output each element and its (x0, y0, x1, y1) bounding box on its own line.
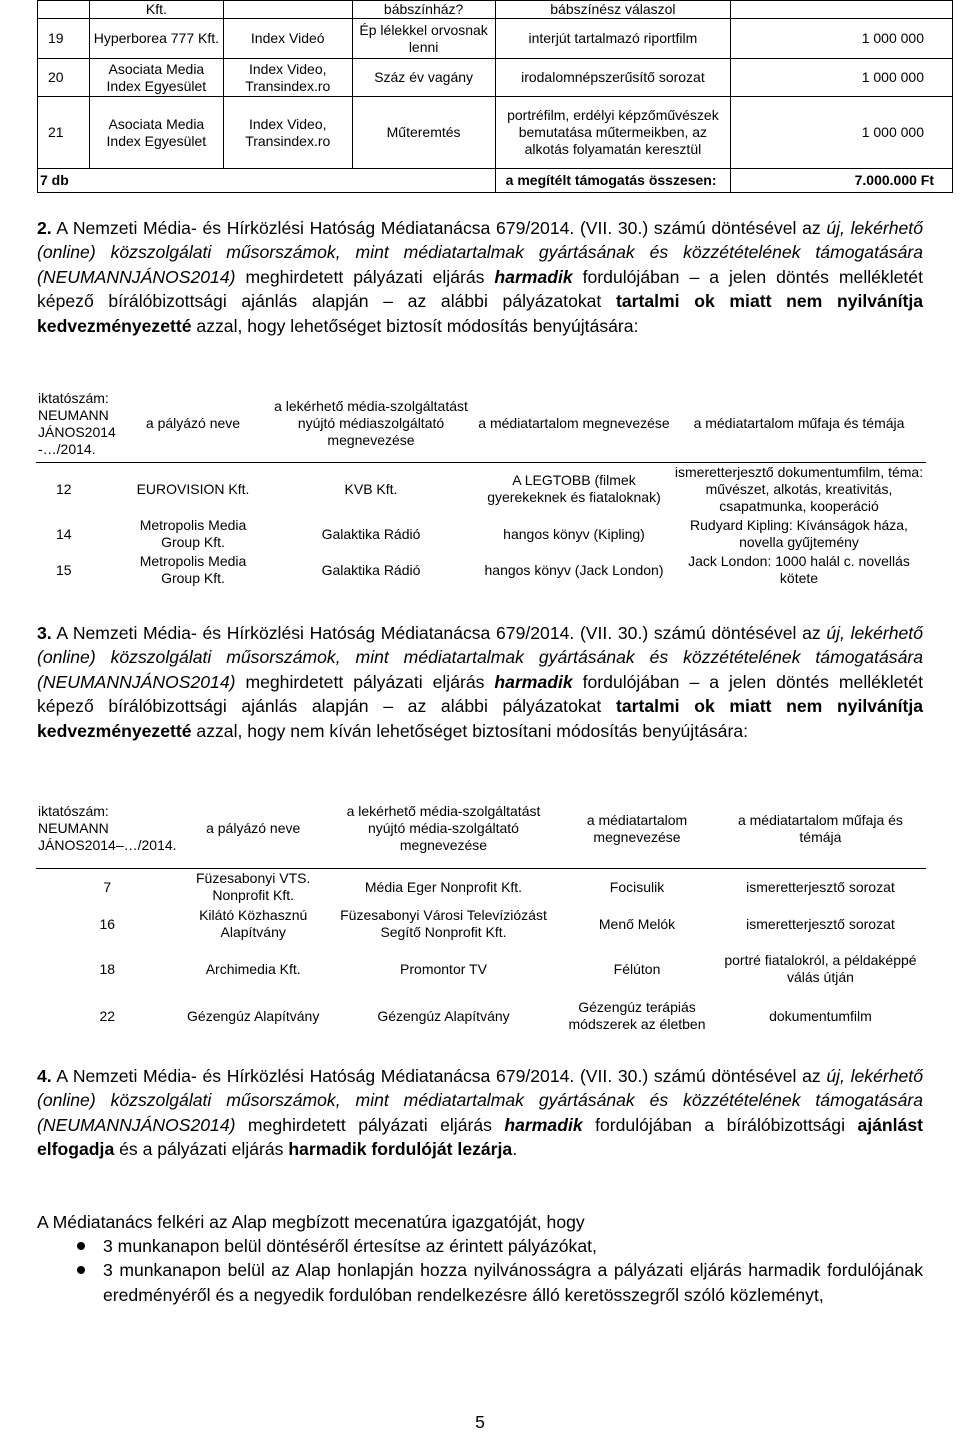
applicant-cell: Füzesabonyi VTS. Nonprofit Kft. (195, 870, 311, 904)
genre-cell: interjút tartalmazó riportfilm (495, 19, 731, 59)
table-row (36, 552, 926, 588)
genre-cell: ismeretterjesztő sorozat (746, 878, 895, 895)
genre-cell: ismeretterjesztő dokumentumfilm, téma: művészet, alkotás, kreativitás, csapatmunka, kooperáció (674, 463, 924, 514)
provider-cell: Galaktika Rádió (321, 561, 421, 578)
applicant-cell: Archimedia Kft. (205, 960, 301, 977)
supported-applications-table (37, 0, 953, 193)
applicant-cell: Hyperborea 777 Kft. (89, 19, 223, 59)
table-row (36, 868, 926, 906)
title-cell: Gézengúz terápiás módszerek az életben (568, 999, 706, 1032)
row-number: 14 (56, 525, 72, 542)
row-number: 22 (99, 1007, 116, 1024)
column-header: iktatószám: NEUMANN JÁNOS2014–…/2014. (36, 790, 179, 868)
table-row (36, 942, 926, 996)
section-number: 3. (37, 623, 52, 643)
provider-cell: Média Eger Nonprofit Kft. (364, 878, 523, 895)
modifiable-applications-table (36, 386, 926, 588)
table-row (38, 97, 953, 169)
title-cell: Műteremtés (352, 97, 495, 169)
summary-count: 7 db (40, 172, 69, 188)
page-number: 5 (475, 1412, 485, 1432)
provider-cell: Index Videó (223, 19, 352, 59)
column-header: a lekérhető média-szolgáltatást nyújtó médiaszolgáltató megnevezése (266, 386, 476, 462)
title-cell: A LEGTOBB (filmek gyerekeknek és fiataloknak) (487, 472, 661, 506)
title-cell: Ép lélekkel orvosnak lenni (352, 19, 495, 59)
applicant-cell: Kft. (89, 1, 223, 19)
applicant-cell: Asociata Media Index Egyesület (89, 59, 223, 97)
genre-cell: portréfilm, erdélyi képzőművészek bemutatása műtermeikben, az alkotás folyamatán keresztül (495, 97, 731, 169)
column-header: a médiatartalom megnevezése (476, 386, 672, 462)
column-header: a médiatartalom műfaja és témája (672, 386, 926, 462)
amount-cell: 1 000 000 (731, 19, 953, 59)
rejected-applications-table (36, 790, 926, 1036)
applicant-cell: EUROVISION Kft. (136, 480, 250, 497)
genre-cell: ismeretterjesztő sorozat (746, 915, 895, 932)
row-number: 16 (99, 915, 116, 932)
table-row (36, 516, 926, 552)
title-cell: Menő Melók (598, 915, 676, 932)
section-number: 4. (37, 1066, 52, 1086)
closing-bullet-list (37, 1234, 923, 1307)
bullet-icon (77, 1242, 85, 1250)
summary-label: a megítélt támogatás összesen: (505, 172, 717, 188)
section-3-paragraph: 3. A Nemzeti Média- és Hírközlési Hatóság Médiatanácsa 679/2014. (VII. 30.) számú döntésével az új, lekérhető (online) közszolgálati műsorszámok, mint médiatartalmak gyártásának és közzétételének támogatására (NEUMANNJÁNOS2014) meghirdetett pályázati eljárás harmadik fordulójában – a jelen döntés mellékletét képező bírálóbizottsági ajánlás alapján – az alábbi pályázatokat tartalmi ok miatt nem nyilvánítja kedvezményezetté azzal, hogy nem kíván lehetőséget biztosítani módosítás benyújtására: (37, 623, 923, 741)
section-number: 2. (37, 218, 52, 238)
applicant-cell: Kilátó Közhasznú Alapítvány (199, 907, 308, 940)
applicant-cell: Asociata Media Index Egyesület (89, 97, 223, 169)
table-header-row (36, 386, 926, 462)
column-header: a lekérhető média-szolgáltatást nyújtó média-szolgáltató megnevezése (328, 790, 559, 868)
row-number: 15 (56, 561, 72, 578)
provider-cell: Index Video, Transindex.ro (223, 59, 352, 97)
closing-intro: A Médiatanács felkéri az Alap megbízott mecenatúra igazgatóját, hogy (37, 1212, 585, 1232)
table-row (36, 462, 926, 516)
provider-cell: Füzesabonyi Városi Televíziózást Segítő Nonprofit Kft. (340, 907, 547, 940)
summary-row (38, 169, 953, 193)
table-row (38, 19, 953, 59)
row-number: 12 (56, 480, 72, 497)
provider-cell: Promontor TV (400, 960, 487, 977)
row-number: 18 (99, 960, 116, 977)
table-row (36, 906, 926, 942)
applicant-cell: Metropolis Media Group Kft. (139, 517, 247, 550)
summary-total: 7.000.000 Ft (731, 169, 953, 193)
genre-cell: portré fiatalokról, a példaképpé válás útján (724, 952, 917, 985)
provider-cell: Gézengúz Alapítvány (377, 1007, 510, 1024)
row-number: 7 (103, 878, 112, 895)
table-row (38, 1, 953, 19)
section-4-paragraph: 4. A Nemzeti Média- és Hírközlési Hatóság Médiatanácsa 679/2014. (VII. 30.) számú döntésével az új, lekérhető (online) közszolgálati műsorszámok, mint médiatartalmak gyártásának és közzétételének támogatására (NEUMANNJÁNOS2014) meghirdetett pályázati eljárás harmadik fordulójában a bírálóbizottsági ajánlást elfogadja és a pályázati eljárás harmadik fordulóját lezárja. (37, 1066, 923, 1160)
genre-cell: Rudyard Kipling: Kívánságok háza, novella gyűjtemény (690, 517, 908, 550)
title-cell: Félúton (613, 960, 661, 977)
row-number: 19 (38, 19, 90, 59)
row-number: 21 (38, 97, 90, 169)
table-row (38, 59, 953, 97)
title-cell: hangos könyv (Kipling) (503, 525, 645, 542)
provider-cell: Index Video, Transindex.ro (223, 97, 352, 169)
title-cell: Száz év vagány (352, 59, 495, 97)
column-header: a pályázó neve (120, 386, 266, 462)
bullet-icon (77, 1266, 85, 1274)
list-item: 3 munkanapon belül döntéséről értesítse az érintett pályázókat, (37, 1234, 923, 1258)
table-row (36, 996, 926, 1036)
column-header: a médiatartalom megnevezése (559, 790, 715, 868)
title-cell: Focisulik (609, 878, 665, 895)
row-number: 20 (38, 59, 90, 97)
genre-cell: bábszínész válaszol (495, 1, 731, 19)
section-2-paragraph: 2. A Nemzeti Média- és Hírközlési Hatóság Médiatanácsa 679/2014. (VII. 30.) számú döntésével az új, lekérhető (online) közszolgálati műsorszámok, mint médiatartalmak gyártásának és közzétételének támogatására (NEUMANNJÁNOS2014) meghirdetett pályázati eljárás harmadik fordulójában – a jelen döntés mellékletét képező bírálóbizottsági ajánlás alapján – az alábbi pályázatokat tartalmi ok miatt nem nyilvánítja kedvezményezetté azzal, hogy lehetőséget biztosít módosítás benyújtására: (37, 218, 923, 336)
amount-cell: 1 000 000 (731, 97, 953, 169)
applicant-cell: Gézengúz Alapítvány (187, 1007, 320, 1024)
title-cell: hangos könyv (Jack London) (484, 561, 664, 578)
column-header: a médiatartalom műfaja és témája (715, 790, 926, 868)
genre-cell: irodalomnépszerűsítő sorozat (495, 59, 731, 97)
provider-cell: Galaktika Rádió (321, 525, 421, 542)
genre-cell: Jack London: 1000 halál c. novellás kötete (688, 553, 910, 586)
provider-cell: KVB Kft. (344, 480, 398, 497)
list-item: 3 munkanapon belül az Alap honlapján hozza nyilvánosságra a pályázati eljárás harmadik fordulójának eredményéről és a negyedik fordulóban rendelkezésre álló keretösszegről szóló közleményt, (37, 1258, 923, 1307)
genre-cell: dokumentumfilm (769, 1007, 872, 1024)
column-header: iktatószám: NEUMANN JÁNOS2014 -…/2014. (36, 386, 120, 462)
amount-cell: 1 000 000 (731, 59, 953, 97)
applicant-cell: Metropolis Media Group Kft. (139, 553, 247, 586)
table-header-row (36, 790, 926, 868)
title-cell: bábszínház? (352, 1, 495, 19)
column-header: a pályázó neve (179, 790, 328, 868)
